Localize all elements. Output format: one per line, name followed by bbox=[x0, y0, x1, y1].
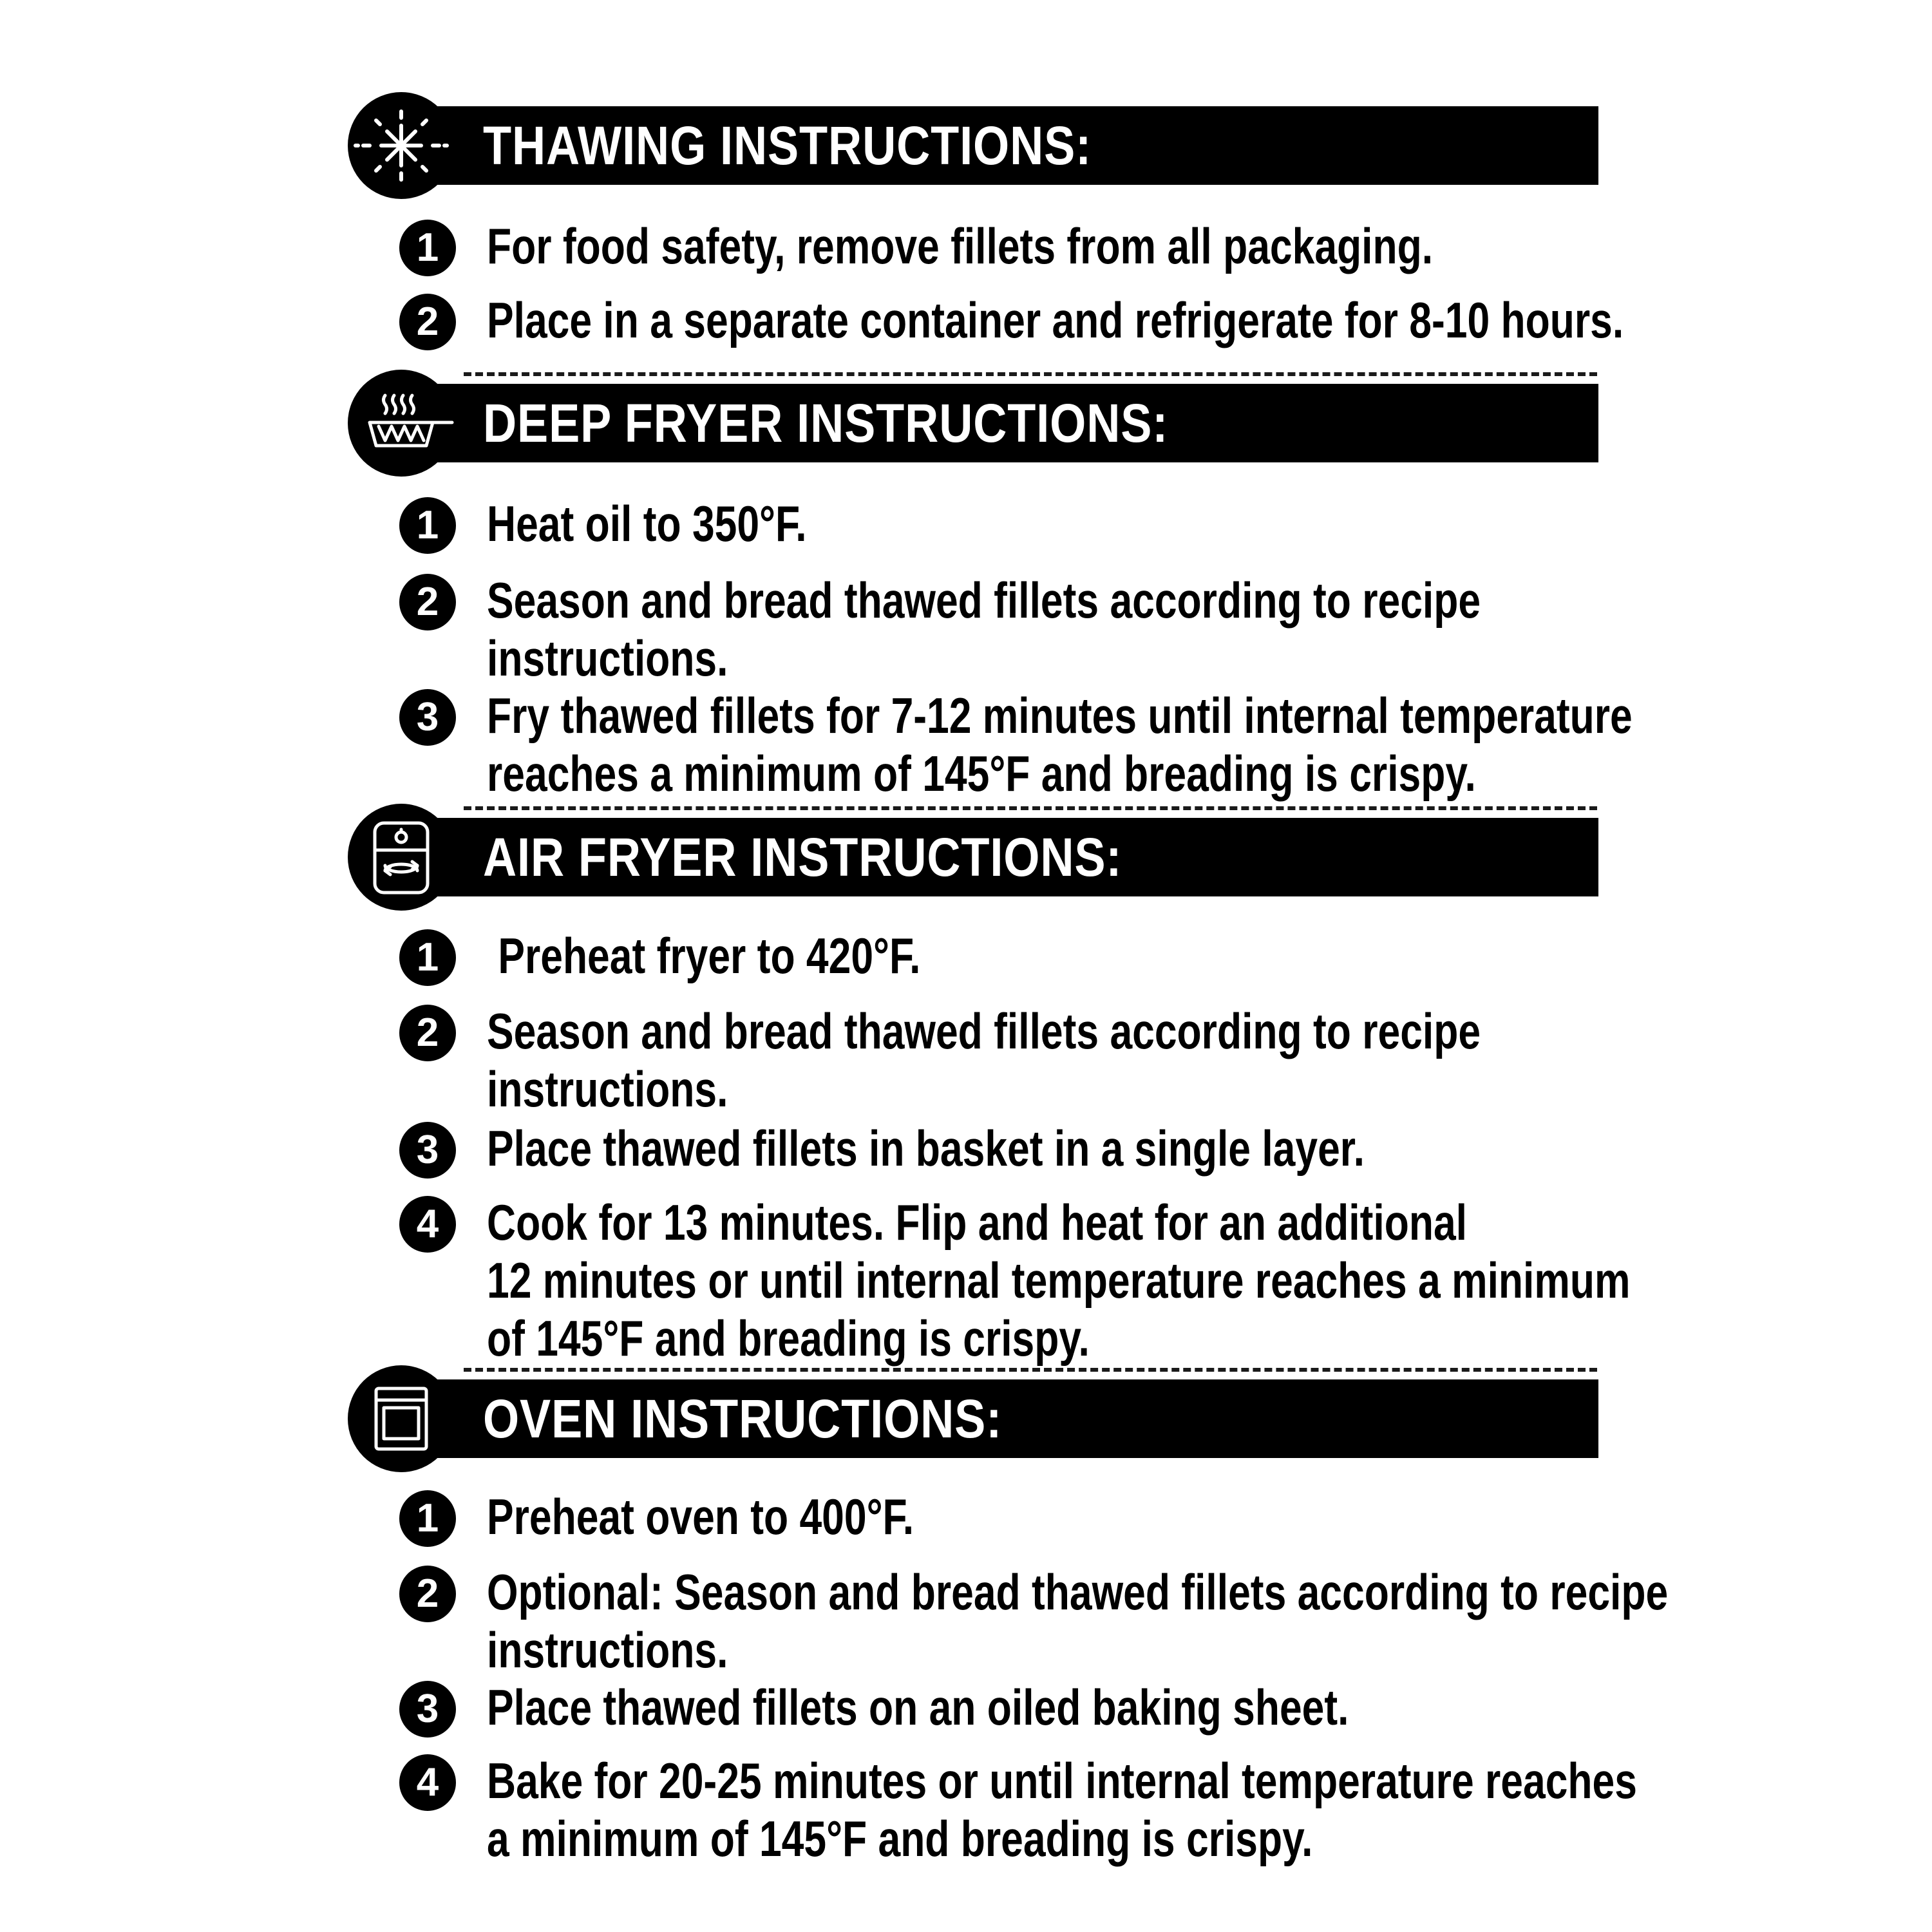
step-line: instructions. bbox=[487, 630, 728, 687]
step-text bbox=[487, 571, 1481, 687]
step-line: Season and bread thawed fillets according to recipe bbox=[487, 1003, 1481, 1059]
section-title: DEEP FRYER INSTRUCTIONS: bbox=[483, 393, 1169, 453]
step-line: of 145°F and breading is crispy. bbox=[487, 1310, 1090, 1367]
step-line: Bake for 20-25 minutes or until internal temperature reaches bbox=[487, 1752, 1637, 1809]
step-line: 12 minutes or until internal temperature reaches a minimum bbox=[487, 1252, 1631, 1309]
step-line: instructions. bbox=[487, 1622, 728, 1678]
step-line: a minimum of 145°F and breading is crispy. bbox=[487, 1810, 1313, 1867]
step-text bbox=[487, 1193, 1631, 1367]
step-text bbox=[487, 687, 1633, 802]
step-number: 1 bbox=[399, 497, 456, 554]
step-number: 2 bbox=[399, 574, 456, 630]
step-number: 1 bbox=[399, 220, 456, 276]
step-number: 3 bbox=[399, 1681, 456, 1738]
step-text bbox=[487, 1119, 1373, 1177]
section-title: THAWING INSTRUCTIONS: bbox=[483, 115, 1092, 176]
step-number: 2 bbox=[399, 1005, 456, 1061]
step-line: For food safety, remove fillets from all packaging. bbox=[487, 218, 1434, 274]
step-number: 3 bbox=[399, 1122, 456, 1179]
step-line: Place thawed fillets on an oiled baking sheet. bbox=[487, 1679, 1349, 1736]
divider bbox=[464, 372, 1597, 376]
deep-fryer-icon bbox=[348, 370, 455, 477]
step-text bbox=[487, 1488, 1373, 1546]
divider bbox=[464, 1368, 1597, 1372]
air-fryer-icon bbox=[348, 804, 455, 911]
thawing-section-header bbox=[348, 106, 1598, 185]
step-text bbox=[487, 1752, 1637, 1868]
step-text bbox=[487, 927, 1373, 985]
step-line: Fry thawed fillets for 7-12 minutes until internal temperature bbox=[487, 687, 1633, 744]
step-line: Cook for 13 minutes. Flip and heat for an additional bbox=[487, 1194, 1468, 1251]
step-line: Season and bread thawed fillets according to recipe bbox=[487, 572, 1481, 629]
step-line: instructions. bbox=[487, 1061, 728, 1117]
step-number: 1 bbox=[399, 929, 456, 986]
divider bbox=[464, 806, 1597, 810]
step-number: 2 bbox=[399, 1566, 456, 1622]
step-text bbox=[487, 291, 1624, 349]
step-line: Preheat oven to 400°F. bbox=[487, 1488, 914, 1545]
step-text bbox=[487, 1678, 1373, 1736]
snowflake-icon bbox=[348, 92, 455, 199]
oven-section-header bbox=[348, 1379, 1598, 1458]
step-number: 4 bbox=[399, 1754, 456, 1811]
step-number: 3 bbox=[399, 689, 456, 746]
deep-fryer-section-header bbox=[348, 384, 1598, 462]
step-number: 2 bbox=[399, 294, 456, 350]
step-line: Preheat fryer to 420°F. bbox=[487, 927, 921, 984]
step-number: 1 bbox=[399, 1490, 456, 1547]
step-line: Place thawed fillets in basket in a single layer. bbox=[487, 1120, 1365, 1177]
air-fryer-section-header bbox=[348, 818, 1598, 896]
oven-icon bbox=[348, 1365, 455, 1472]
step-line: Place in a separate container and refrigerate for 8-10 hours. bbox=[487, 292, 1624, 348]
step-text bbox=[487, 1563, 1669, 1679]
section-title: OVEN INSTRUCTIONS: bbox=[483, 1388, 1003, 1449]
step-line: Optional: Season and bread thawed fillets according to recipe bbox=[487, 1564, 1669, 1620]
step-number: 4 bbox=[399, 1196, 456, 1253]
step-text bbox=[487, 217, 1434, 275]
step-line: Heat oil to 350°F. bbox=[487, 495, 807, 552]
step-text bbox=[487, 1002, 1481, 1118]
section-title: AIR FRYER INSTRUCTIONS: bbox=[483, 827, 1122, 887]
step-line: reaches a minimum of 145°F and breading is crispy. bbox=[487, 745, 1476, 802]
step-text bbox=[487, 495, 1373, 553]
